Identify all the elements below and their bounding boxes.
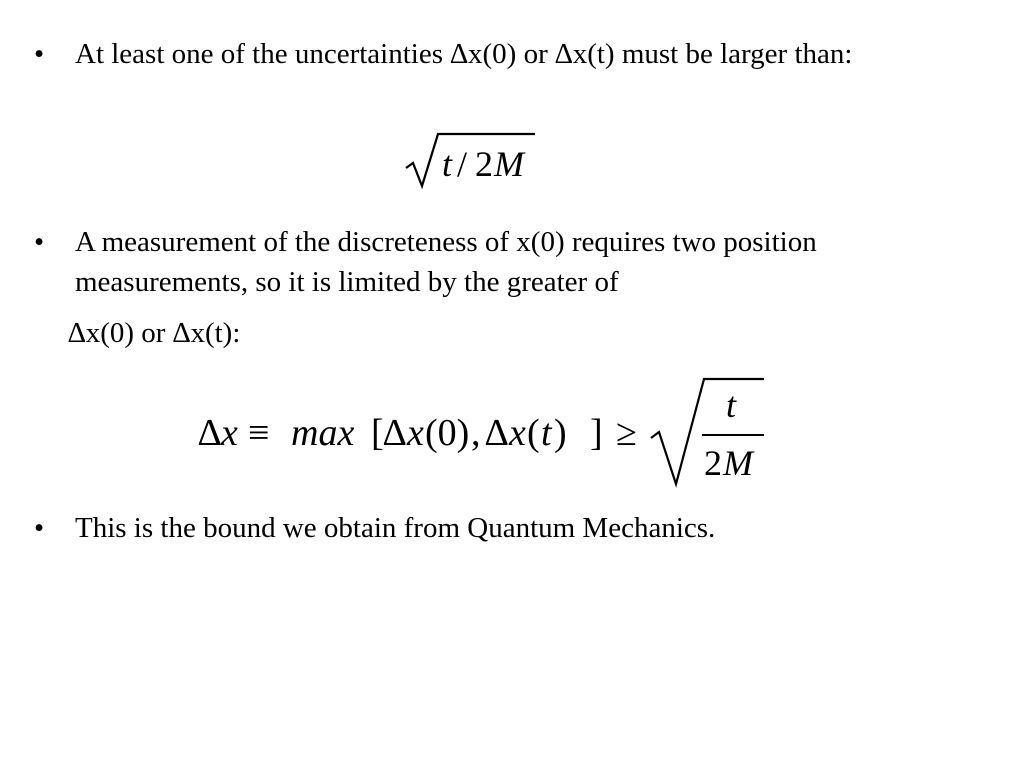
formula-max: max bbox=[291, 412, 355, 454]
formula-left-bracket: [ bbox=[371, 412, 384, 454]
bullet-text: A measurement of the discreteness of x(0) requires two position measurements, so it is limited by the greater of bbox=[75, 226, 817, 298]
formula-term2-open: ( bbox=[527, 412, 540, 454]
formula-comma: , bbox=[471, 412, 481, 454]
fraction-den-coef: 2 bbox=[704, 443, 722, 483]
formula-term2-t: t bbox=[541, 412, 552, 454]
formula-x: x bbox=[221, 412, 238, 454]
formula-equiv: ≡ bbox=[248, 412, 270, 454]
formula-term1-arg: (0) bbox=[425, 412, 470, 454]
formula-coefficient: 2 bbox=[475, 144, 493, 184]
formula-max-bound bbox=[196, 372, 776, 490]
bullet-text: At least one of the uncertainties ∆x(0) or ∆x(t) must be larger than: bbox=[75, 38, 853, 70]
formula-variable-t: t bbox=[442, 144, 453, 184]
bullet-marker: • bbox=[34, 38, 45, 70]
bullet-marker: • bbox=[34, 512, 45, 544]
bullet-item-2 bbox=[34, 222, 974, 302]
formula-term2-var: x bbox=[509, 412, 526, 454]
bullet-item-3 bbox=[34, 508, 974, 548]
formula-delta-x: ∆ bbox=[198, 412, 222, 454]
formula-term2-delta: ∆ bbox=[485, 412, 509, 454]
formula-slash: / bbox=[457, 144, 468, 184]
formula-term1-var: x bbox=[407, 412, 424, 454]
bullet-item-1 bbox=[34, 34, 974, 114]
fraction-numerator: t bbox=[726, 385, 737, 425]
formula-right-bracket: ] bbox=[590, 412, 603, 454]
formula-mass: M bbox=[494, 144, 524, 184]
formula-sqrt-t-over-2m bbox=[400, 128, 550, 190]
fraction-den-mass: M bbox=[723, 443, 753, 483]
formula-term2-close: ) bbox=[554, 412, 567, 454]
formula-term1-delta: ∆ bbox=[383, 412, 407, 454]
bullet-text: This is the bound we obtain from Quantum Mechanics. bbox=[75, 512, 716, 544]
bullet-marker: • bbox=[34, 226, 45, 258]
formula-geq: ≥ bbox=[616, 412, 637, 454]
continuation-line: ∆x(0) or ∆x(t): bbox=[68, 317, 241, 349]
